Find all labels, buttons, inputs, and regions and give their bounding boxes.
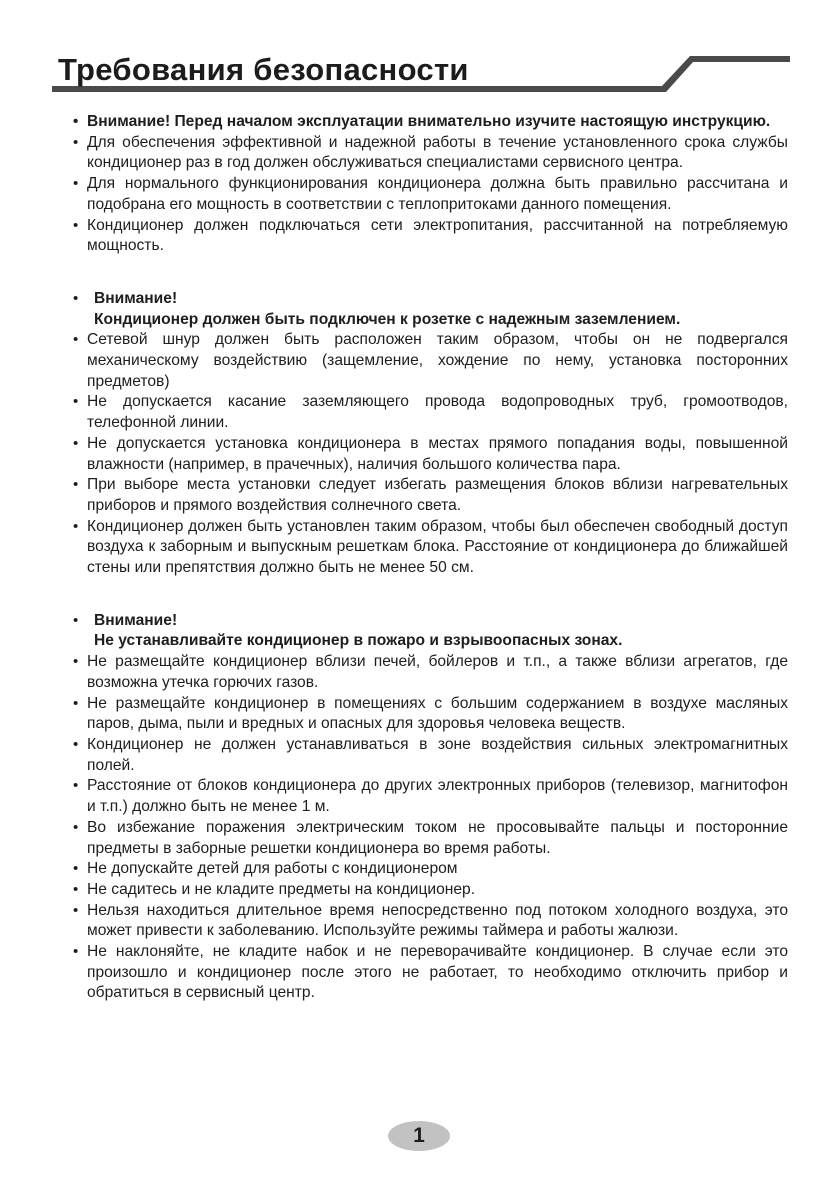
safety-requirements-content: [72, 112, 788, 1004]
list-item-text: Не садитесь и не кладите предметы на кондиционер.: [87, 880, 476, 898]
warning-subtitle: Не устанавливайте кондиционер в пожаро и взрывоопасных зонах.: [94, 632, 623, 650]
list-item-text: При выборе места установки следует избегать размещения блоков вблизи нагревательных приборов и прямого воздействия солнечного света.: [87, 476, 788, 514]
list-item-text: Нельзя находиться длительное время непосредственно под потоком холодного воздуха, это может привести к заболеванию. Используйте режимы таймера и работы жалюзи.: [87, 901, 788, 940]
bullet: •: [73, 735, 79, 753]
fire-safety-section: [72, 611, 788, 1004]
list-item: [72, 434, 788, 475]
list-item-text: Во избежание поражения электрическим током не просовывайте пальцы и посторонние предметы в заборные решетки кондиционера во время работы.: [87, 818, 788, 857]
list-item-text: Сетевой шнур должен быть расположен таким образом, чтобы он не подвергался механическому воздействию (защемление, хождение по нему, установка посторонних предметов): [87, 331, 788, 390]
list-item-text: Кондиционер должен быть установлен таким образом, чтобы был обеспечен свободный доступ воздуха к заборным и выпускным решеткам блока. Расстояние от кондиционера до ближайшей стены или препятствия должно быть не менее 50 см.: [87, 517, 788, 577]
list-item-text: Не размещайте кондиционер в помещениях с большим содержанием в воздухе масляных паров, дыма, пыли и вредных и опасных для здоровья человека веществ.: [87, 694, 788, 733]
list-item: [72, 174, 788, 215]
list-item: [72, 942, 788, 1004]
bullet: •: [73, 943, 79, 961]
bullet: •: [73, 434, 79, 452]
warning-heading: [72, 611, 788, 652]
bullet: •: [73, 476, 79, 494]
list-item-text: Для обеспечения эффективной и надежной работы в течение установленного срока службы кондиционер раз в год должен обслуживаться специалистами сервисного центра.: [87, 133, 788, 172]
bullet: •: [73, 517, 79, 535]
list-item: [72, 901, 788, 942]
list-item-text: Расстояние от блоков кондиционера до других электронных приборов (телевизор, магнитофон и т.п.) должно быть не менее 1 м.: [87, 777, 788, 816]
list-item: [72, 517, 788, 579]
bullet: •: [73, 289, 79, 307]
bullet: •: [73, 777, 79, 795]
page-title: Требования безопасности: [58, 52, 469, 87]
bullet: •: [73, 331, 79, 349]
list-item-text: Не размещайте кондиционер вблизи печей, бойлеров и т.п., а также вблизи агрегатов, где возможна утечка горючих газов.: [87, 653, 788, 691]
list-item: [72, 880, 788, 901]
bullet: •: [73, 818, 79, 836]
bullet: •: [73, 216, 79, 234]
bullet: •: [73, 880, 79, 898]
bullet: •: [73, 175, 79, 193]
bullet: •: [73, 393, 79, 411]
list-item: [72, 652, 788, 693]
list-item-text: Не допускается установка кондиционера в местах прямого попадания воды, повышенной влажности (например, в прачечных), наличия большого количества пара.: [87, 434, 788, 473]
bullet: •: [73, 653, 79, 671]
list-item: [72, 330, 788, 392]
list-item-text: Для нормального функционирования кондиционера должна быть правильно рассчитана и подобрана его мощность в соответствии с теплопритоками данного помещения.: [87, 175, 788, 213]
list-item: [72, 216, 788, 257]
warning-title: Внимание!: [94, 611, 178, 629]
page-number: 1: [413, 1124, 425, 1147]
page-header: [0, 0, 839, 110]
list-item-text: Внимание! Перед началом эксплуатации внимательно изучите настоящую инструкцию.: [87, 113, 771, 130]
bullet: •: [73, 113, 79, 130]
bullet: •: [73, 860, 79, 878]
list-item: [72, 818, 788, 859]
list-item: [72, 776, 788, 817]
list-item: [72, 735, 788, 776]
bullet: •: [73, 694, 79, 712]
list-item: [72, 112, 788, 133]
grounding-section: [72, 289, 788, 579]
list-item-text: Кондиционер должен подключаться сети электропитания, рассчитанной на потребляемую мощность.: [87, 216, 788, 255]
bullet: •: [73, 901, 79, 919]
list-item-text: Не наклоняйте, не кладите набок и не переворачивайте кондиционер. В случае если это произошло и кондиционер после этого не работает, то необходимо отключить прибор и обратиться в сервисный центр.: [87, 943, 788, 1002]
list-item-text: Не допускайте детей для работы с кондиционером: [87, 860, 458, 878]
page-number-badge: [388, 1121, 450, 1151]
list-item-text: Не допускается касание заземляющего провода водопроводных труб, громоотводов, телефонной линии.: [87, 393, 788, 432]
list-item-text: Кондиционер не должен устанавливаться в зоне воздействия сильных электромагнитных полей.: [87, 735, 788, 774]
list-item: [72, 694, 788, 735]
list-item: [72, 392, 788, 433]
bullet: •: [73, 611, 79, 629]
warning-subtitle: Кондиционер должен быть подключен к розетке с надежным заземлением.: [94, 310, 681, 328]
bullet: •: [73, 133, 79, 151]
warning-heading: [72, 289, 788, 330]
list-item: [72, 859, 788, 880]
list-item: [72, 475, 788, 516]
warning-title: Внимание!: [94, 289, 178, 307]
general-requirements-section: [72, 112, 788, 257]
list-item: [72, 133, 788, 174]
